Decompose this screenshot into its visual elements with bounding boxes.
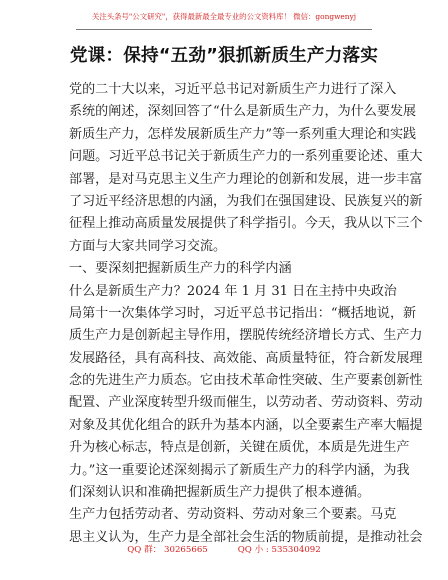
body-line: 什么是新质生产力？2024 年 1 月 31 日在主持中央政治 [69, 283, 397, 299]
body-line: 部署，是对马克思主义生产力理论的创新和发展，进一步丰富 [69, 171, 423, 187]
body-line: 念的先进生产力质态。它由技术革命性突破、生产要素创新性 [69, 373, 423, 389]
body-line: 党的二十大以来，习近平总书记对新质生产力进行了深入 [69, 82, 397, 97]
header-banner: 关注头条号"公文研究"，获得最新最全最专业的公文资料库！ 微信：gongwenyj [91, 12, 357, 21]
body-line: 系统的阐述，深刻回答了“什么是新质生产力，为什么要发展 [69, 104, 417, 120]
body-line: 问题。习近平总书记关于新质生产力的一系列重要论述、重大 [69, 149, 423, 165]
body-line: 生产力包括劳动者、劳动资料、劳动对象三个要素。马克 [69, 507, 397, 523]
body-line: 思主义认为，生产力是全部社会生活的物质前提，是推动社会 [69, 529, 423, 545]
body-line: 质生产力是创新起主导作用，摆脱传统经济增长方式、生产力 [69, 328, 423, 344]
body-line: 发展路径，具有高科技、高效能、高质量特征，符合新发展理 [69, 350, 423, 366]
body-line: 力。”这一重要论述深刻揭示了新质生产力的科学内涵，为我 [69, 462, 410, 478]
footer-contact [0, 544, 448, 556]
body-line: 对象及其优化组合的跃升为基本内涵，以全要素生产率大幅提 [69, 417, 423, 433]
document-title: 党课：保持“五劲”狠抓新质生产力落实 [69, 46, 379, 66]
body-line: 们深刻认识和准确把握新质生产力提供了根本遵循。 [69, 485, 371, 501]
body-line: 局第十一次集体学习时，习近平总书记指出：“概括地说，新 [69, 305, 417, 321]
body-line: 新质生产力，怎样发展新质生产力”等一系列重大理论和实践 [69, 126, 417, 142]
body-line: 方面与大家共同学习交流。 [69, 238, 227, 254]
body-line: 了习近平经济思想的内涵，为我们在强国建设、民族复兴的新 [69, 193, 423, 209]
footer-qq-group: QQ 群： 30265665 [127, 545, 208, 555]
section-heading: 一、要深刻把握新质生产力的科学内涵 [69, 261, 292, 277]
header-divider [76, 29, 372, 30]
body-line: 升为核心标志，特点是创新，关键在质优，本质是先进生产 [69, 440, 410, 456]
body-line: 配置、产业深度转型升级而催生，以劳动者、劳动资料、劳动 [69, 395, 423, 411]
footer-qq: QQ 小 : 535304092 [237, 545, 321, 555]
document-body [69, 79, 423, 549]
body-line: 征程上推动高质量发展提供了科学指引。今天，我从以下三个 [69, 216, 423, 232]
